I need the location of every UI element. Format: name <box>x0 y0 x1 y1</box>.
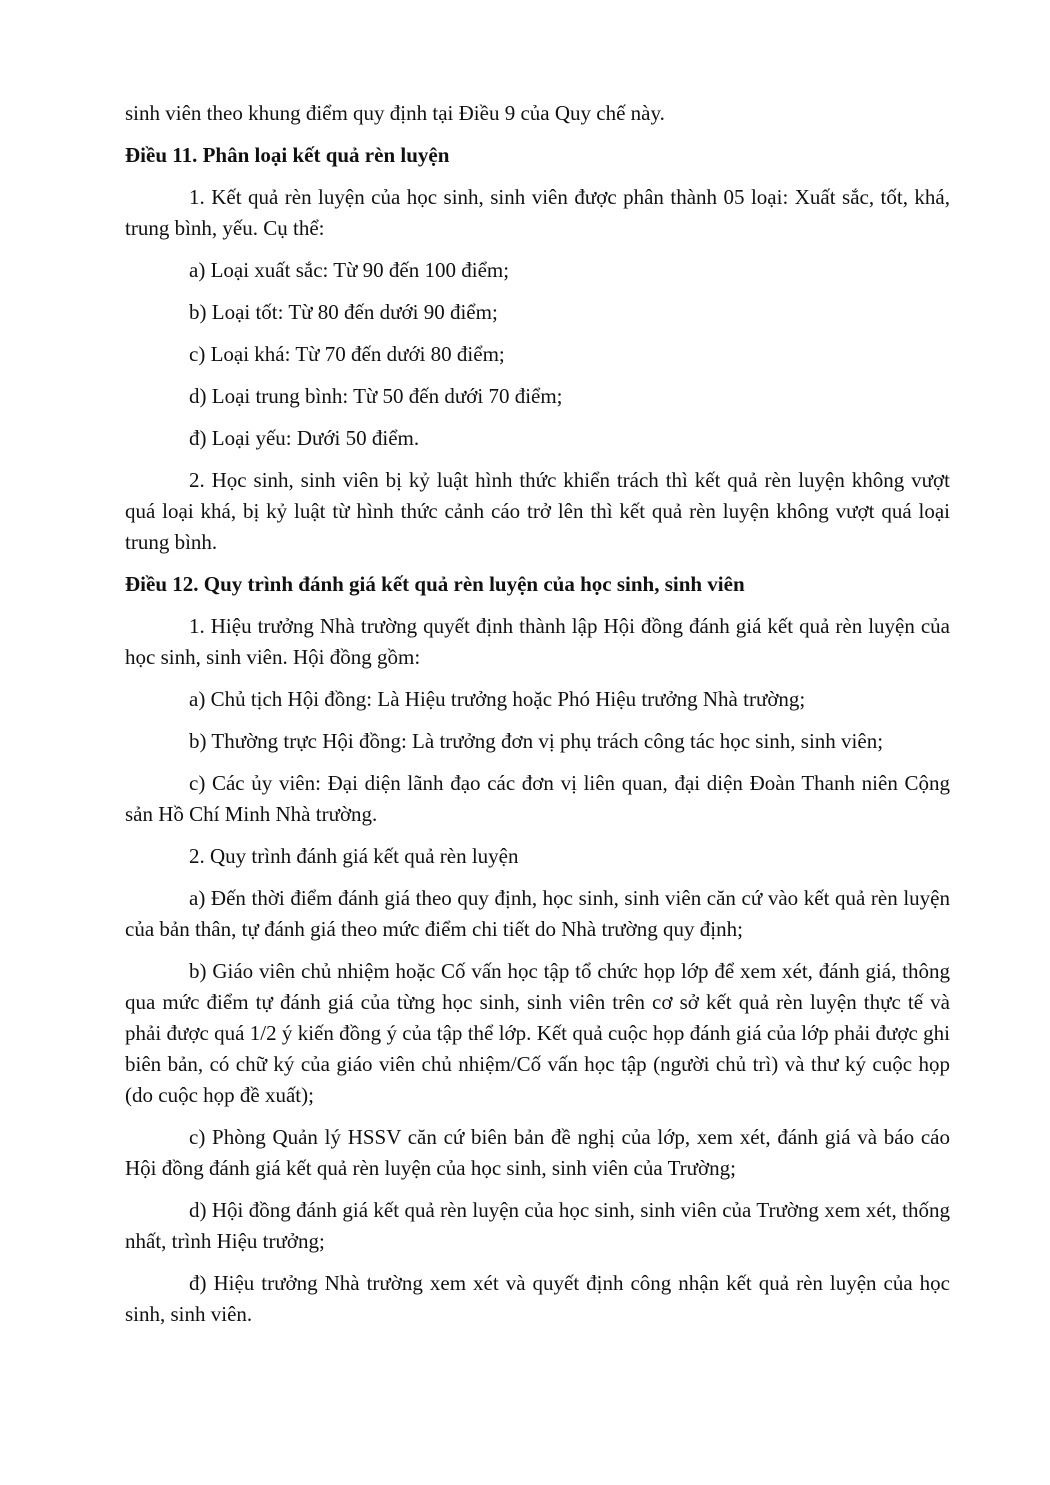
classification-item: b) Loại tốt: Từ 80 đến dưới 90 điểm; <box>189 300 498 324</box>
article-11-heading: Điều 11. Phân loại kết quả rèn luyện <box>125 143 450 167</box>
process-step-item: a) Đến thời điểm đánh giá theo quy định, học sinh, sinh viên căn cứ vào kết quả rèn luyện của bản thân, tự đánh giá theo mức điểm chi tiết do Nhà trường quy định; <box>125 886 950 941</box>
process-step-item: c) Phòng Quản lý HSSV căn cứ biên bản đề nghị của lớp, xem xét, đánh giá và báo cáo Hội đồng đánh giá kết quả rèn luyện của học sinh, sinh viên của Trường; <box>125 1125 950 1180</box>
council-member-item: a) Chủ tịch Hội đồng: Là Hiệu trưởng hoặc Phó Hiệu trưởng Nhà trường; <box>189 687 806 711</box>
process-step-item: đ) Hiệu trưởng Nhà trường xem xét và quyết định công nhận kết quả rèn luyện của học sinh, sinh viên. <box>125 1271 950 1326</box>
council-member-item: b) Thường trực Hội đồng: Là trưởng đơn vị phụ trách công tác học sinh, sinh viên; <box>189 729 884 753</box>
article-12-heading: Điều 12. Quy trình đánh giá kết quả rèn luyện của học sinh, sinh viên <box>125 572 745 596</box>
classification-item: a) Loại xuất sắc: Từ 90 đến 100 điểm; <box>189 258 510 282</box>
article-11-clause-2: 2. Học sinh, sinh viên bị kỷ luật hình thức khiển trách thì kết quả rèn luyện không vượt quá loại khá, bị kỷ luật từ hình thức cảnh cáo trở lên thì kết quả rèn luyện không vượt quá loại trung bình. <box>125 468 950 554</box>
article-11-clause-1: 1. Kết quả rèn luyện của học sinh, sinh viên được phân thành 05 loại: Xuất sắc, tốt, khá, trung bình, yếu. Cụ thể: <box>125 185 950 240</box>
article-12-clause-1: 1. Hiệu trưởng Nhà trường quyết định thành lập Hội đồng đánh giá kết quả rèn luyện của học sinh, sinh viên. Hội đồng gồm: <box>125 614 950 669</box>
council-member-item: c) Các ủy viên: Đại diện lãnh đạo các đơn vị liên quan, đại diện Đoàn Thanh niên Cộng sản Hồ Chí Minh Nhà trường. <box>125 771 950 826</box>
classification-item: đ) Loại yếu: Dưới 50 điểm. <box>189 426 420 450</box>
intro-line: sinh viên theo khung điểm quy định tại Điều 9 của Quy chế này. <box>125 101 665 125</box>
process-step-item: b) Giáo viên chủ nhiệm hoặc Cố vấn học tập tổ chức họp lớp để xem xét, đánh giá, thông qua mức điểm tự đánh giá của từng học sinh, sinh viên trên cơ sở kết quả rèn luyện thực tế và phải được quá 1/2 ý kiến đồng ý của tập thể lớp. Kết quả cuộc họp đánh giá của lớp phải được ghi biên bản, có chữ ký của giáo viên chủ nhiệm/Cố vấn học tập (người chủ trì) và thư ký cuộc họp (do cuộc họp đề xuất); <box>125 959 950 1107</box>
article-12-clause-2: 2. Quy trình đánh giá kết quả rèn luyện <box>189 844 519 868</box>
process-step-item: d) Hội đồng đánh giá kết quả rèn luyện của học sinh, sinh viên của Trường xem xét, thống nhất, trình Hiệu trưởng; <box>125 1198 950 1253</box>
classification-item: d) Loại trung bình: Từ 50 đến dưới 70 điểm; <box>189 384 563 408</box>
document-body <box>125 98 950 1341</box>
classification-item: c) Loại khá: Từ 70 đến dưới 80 điểm; <box>189 342 505 366</box>
